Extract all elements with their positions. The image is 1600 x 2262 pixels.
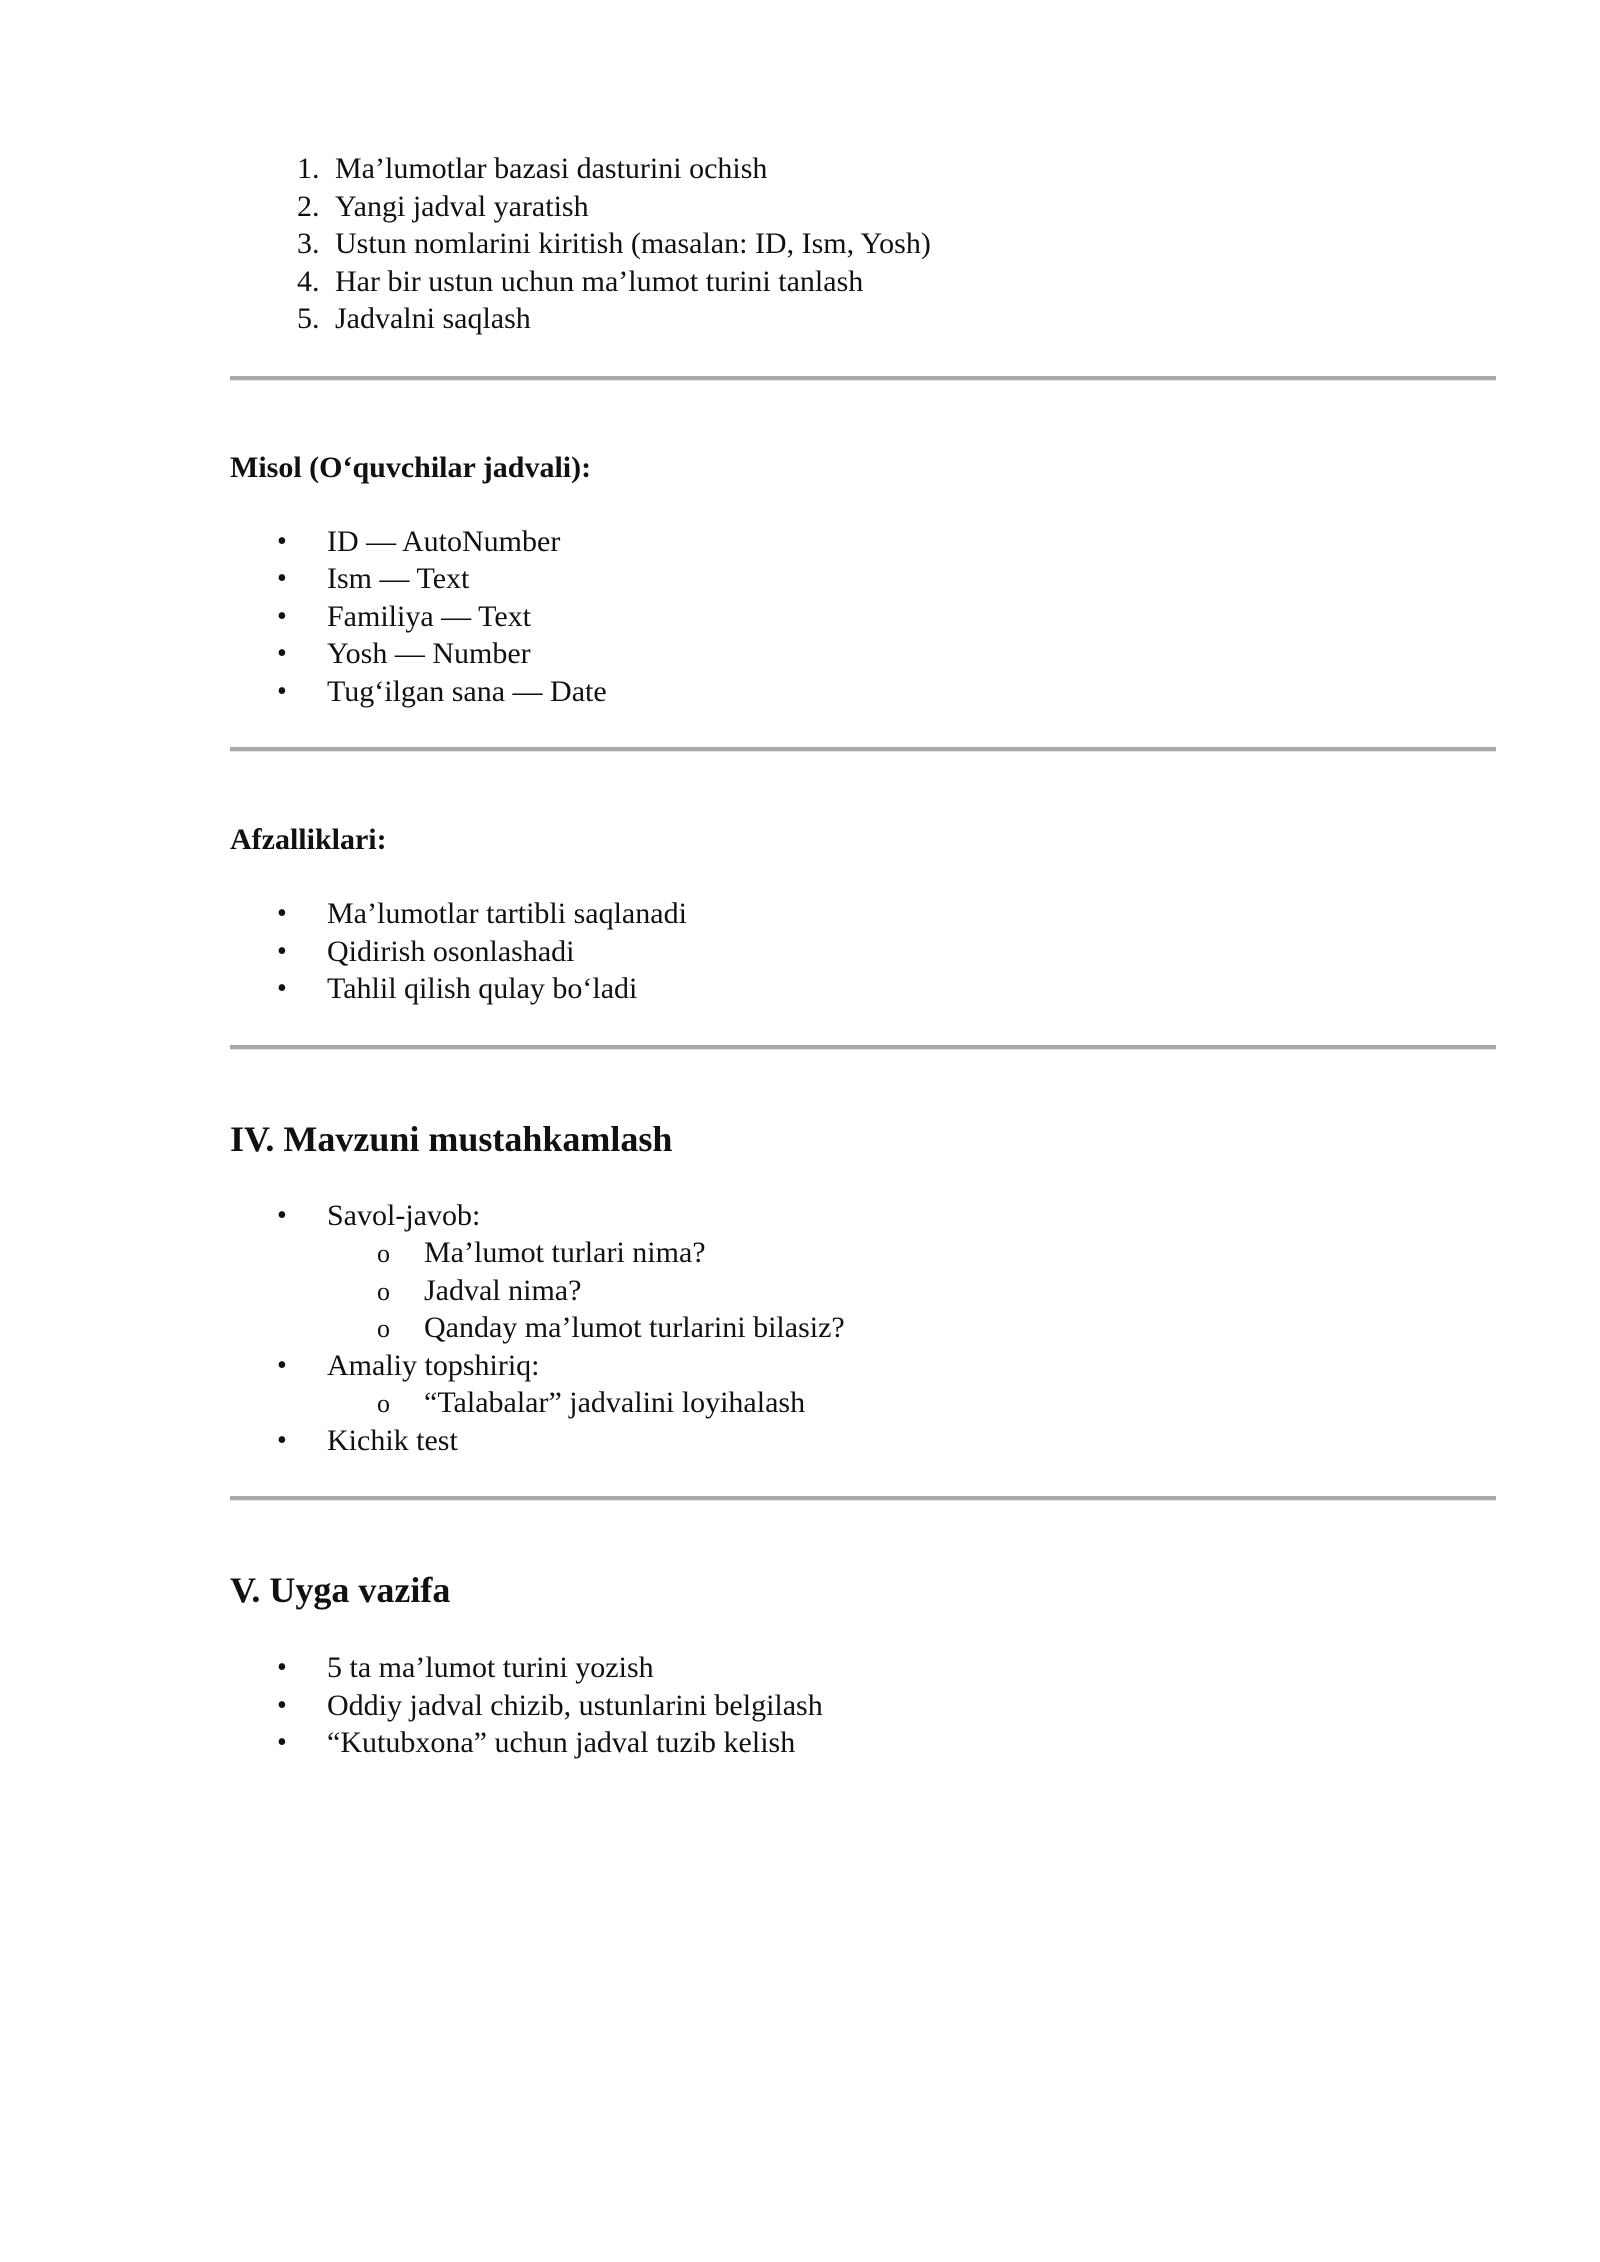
list-item: [277, 1347, 1496, 1422]
section-heading: V. Uyga vazifa: [230, 1570, 451, 1610]
list-item: [277, 1649, 1496, 1687]
sublist-item: [377, 1272, 1496, 1310]
example-list: [230, 523, 1496, 711]
bullet-icon: •: [277, 1689, 287, 1721]
list-item: [277, 1724, 1496, 1762]
bullet-icon: •: [277, 675, 287, 707]
advantages-heading: Afzalliklari:: [230, 823, 387, 856]
sublist-item: [377, 1384, 1496, 1422]
bullet-icon: •: [277, 898, 287, 929]
circle-bullet-icon: o: [377, 1276, 390, 1306]
qa-sublist: [327, 1234, 1496, 1347]
list-item-text: Qidirish osonlashadi: [327, 934, 575, 968]
list-item: [277, 933, 1496, 971]
sublist-item-text: Ma’lumot turlari nima?: [424, 1236, 706, 1269]
section-heading: IV. Mavzuni mustahkamlash: [230, 1118, 673, 1159]
sublist-item: [377, 1234, 1496, 1272]
list-item: [277, 1422, 1496, 1460]
list-item: [277, 673, 1496, 711]
list-item: [277, 1687, 1496, 1725]
circle-bullet-icon: o: [377, 1314, 390, 1343]
bullet-icon: •: [277, 1424, 287, 1456]
steps-list: [230, 150, 1496, 338]
list-item-text: Amaliy topshiriq:: [327, 1348, 540, 1382]
bullet-icon: •: [277, 935, 287, 967]
list-item: [277, 1197, 1496, 1347]
document-page: [230, 150, 1496, 1762]
list-item: [277, 598, 1496, 636]
list-item: [277, 635, 1496, 673]
advantages-list: [230, 895, 1496, 1008]
list-item-text: Savol-javob:: [327, 1198, 481, 1232]
list-item-text: Tug‘ilgan sana — Date: [327, 674, 607, 708]
section4-list: [230, 1197, 1496, 1460]
circle-bullet-icon: o: [377, 1389, 390, 1418]
list-item: [277, 895, 1496, 933]
bullet-icon: •: [277, 973, 287, 1004]
list-item-text: Yosh — Number: [327, 637, 531, 670]
step-item: 4. Har bir ustun uchun ma’lumot turini tanlash: [327, 263, 1496, 301]
bullet-icon: •: [277, 1652, 287, 1683]
circle-bullet-icon: o: [377, 1239, 390, 1268]
list-item: [277, 560, 1496, 598]
step-item: 2. Yangi jadval yaratish: [327, 188, 1496, 226]
bullet-icon: •: [277, 1349, 287, 1381]
bullet-icon: •: [277, 525, 287, 557]
bullet-icon: •: [277, 563, 287, 594]
list-item-text: Familiya — Text: [327, 599, 531, 633]
list-item-text: Tahlil qilish qulay bo‘ladi: [327, 972, 638, 1005]
practice-sublist: [327, 1384, 1496, 1422]
list-item-text: “Kutubxona” uchun jadval tuzib kelish: [327, 1726, 796, 1759]
sublist-item-text: Qanday ma’lumot turlarini bilasiz?: [424, 1311, 845, 1344]
sublist-item: [377, 1309, 1496, 1347]
homework-list: [230, 1649, 1496, 1762]
list-item-text: Kichik test: [327, 1423, 458, 1457]
bullet-icon: •: [277, 1199, 287, 1231]
list-item-text: Ma’lumotlar tartibli saqlanadi: [327, 897, 687, 930]
sublist-item-text: Jadval nima?: [424, 1273, 582, 1307]
list-item-text: Ism — Text: [327, 562, 470, 595]
list-item-text: ID — AutoNumber: [327, 524, 561, 558]
list-item-text: Oddiy jadval chizib, ustunlarini belgilash: [327, 1688, 823, 1722]
list-item: [277, 970, 1496, 1008]
sublist-item-text: “Talabalar” jadvalini loyihalash: [424, 1386, 806, 1419]
step-item: 1. Ma’lumotlar bazasi dasturini ochish: [327, 150, 1496, 188]
bullet-icon: •: [277, 1727, 287, 1758]
step-item: 5. Jadvalni saqlash: [327, 300, 1496, 338]
step-item: 3. Ustun nomlarini kiritish (masalan: ID, Ism, Yosh): [327, 225, 1496, 263]
list-item: [277, 523, 1496, 561]
example-heading: Misol (O‘quvchilar jadvali):: [230, 450, 592, 484]
bullet-icon: •: [277, 638, 287, 669]
list-item-text: 5 ta ma’lumot turini yozish: [327, 1651, 654, 1684]
bullet-icon: •: [277, 600, 287, 632]
